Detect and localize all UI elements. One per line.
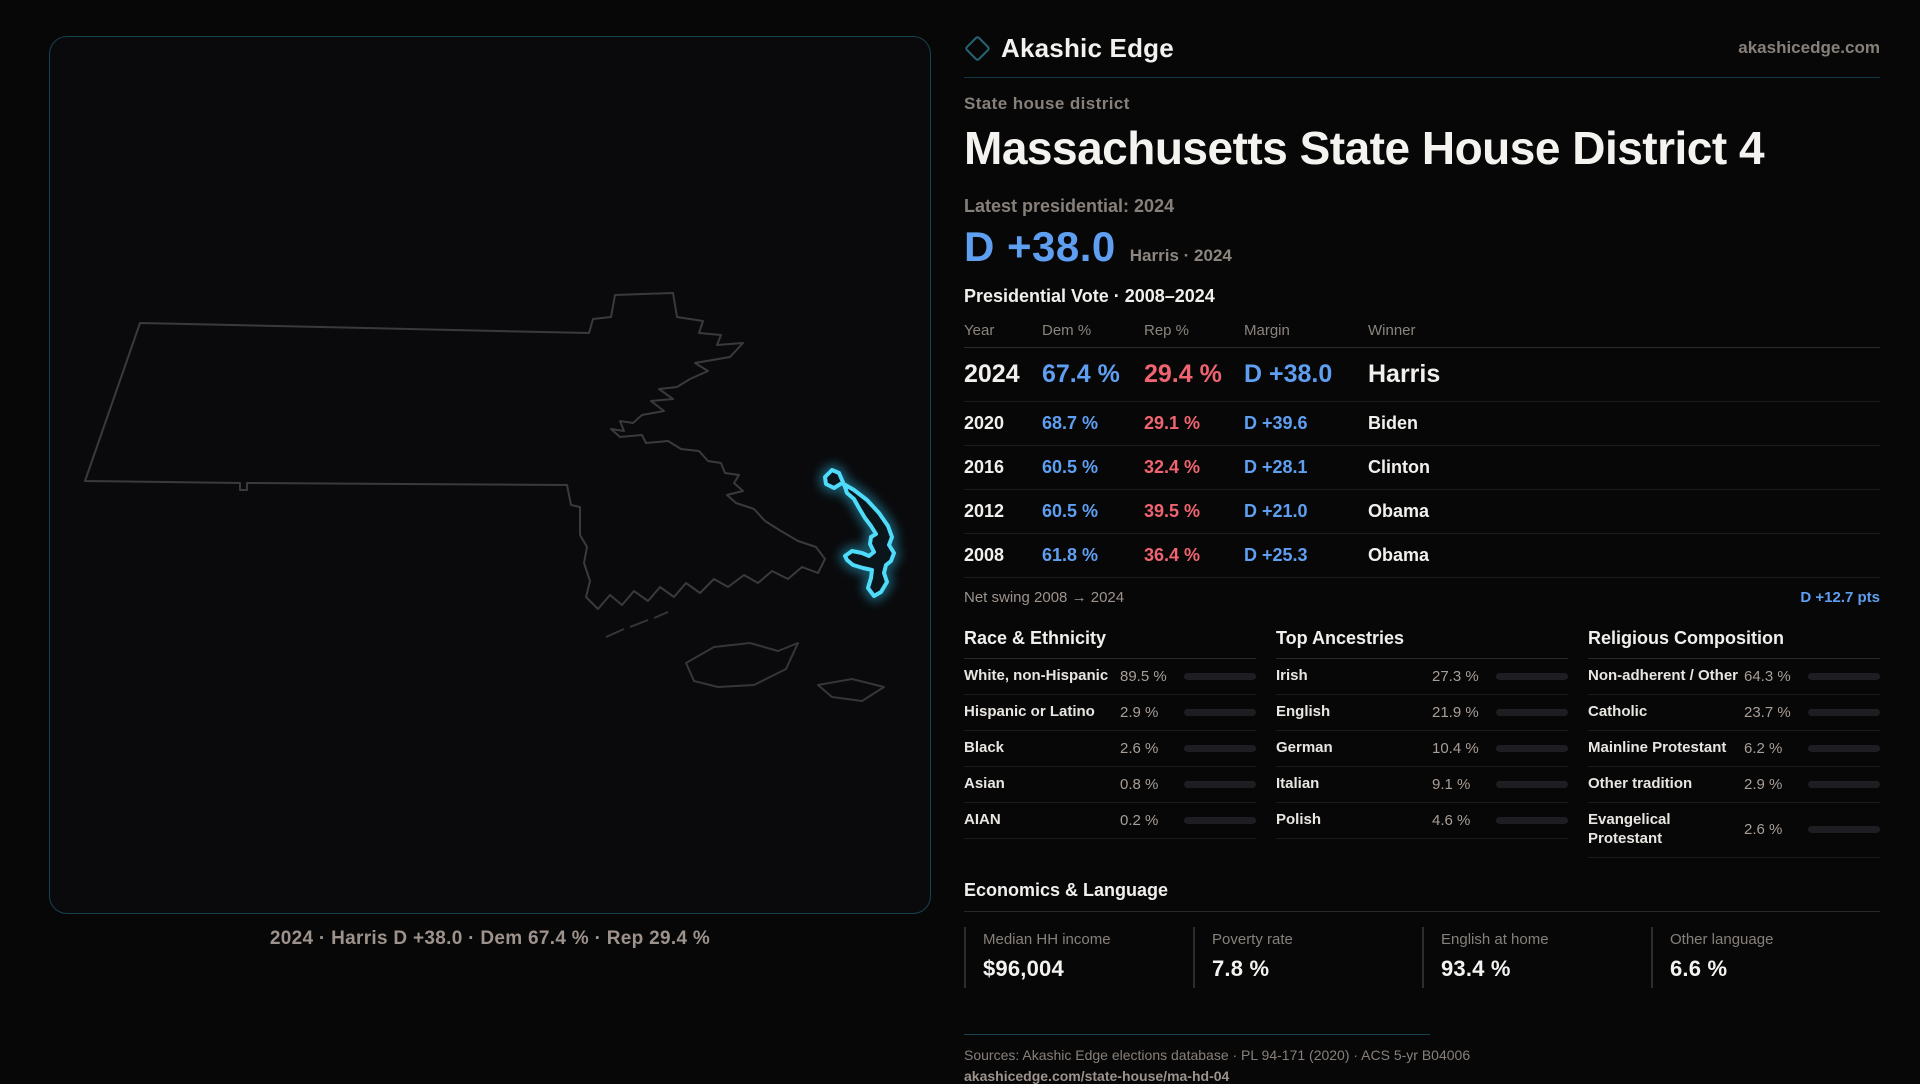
demo-bar-track bbox=[1496, 781, 1568, 788]
top-ancestries-column bbox=[1276, 620, 1568, 858]
demo-label: Black bbox=[964, 739, 1005, 757]
marthas-vineyard-outline bbox=[686, 643, 798, 687]
section-title: Top Ancestries bbox=[1276, 620, 1568, 659]
footer bbox=[964, 1034, 1880, 1084]
col-header-margin: Margin bbox=[1244, 322, 1290, 339]
demo-value: 2.6 % bbox=[1120, 740, 1159, 757]
demo-bar-track bbox=[1808, 826, 1880, 833]
stat-label: English at home bbox=[1441, 930, 1549, 948]
demo-value: 2.6 % bbox=[1744, 821, 1783, 839]
demo-value: 27.3 % bbox=[1432, 668, 1479, 685]
stat-value: 7.8 % bbox=[1212, 955, 1270, 981]
stat-value: 93.4 % bbox=[1441, 955, 1511, 981]
demo-value: 0.8 % bbox=[1120, 776, 1159, 793]
demo-bar-track bbox=[1496, 673, 1568, 680]
demo-row bbox=[1276, 695, 1568, 731]
demo-bar-track bbox=[1808, 673, 1880, 680]
margin-cell: D +39.6 bbox=[1244, 413, 1308, 433]
demo-label: English bbox=[1276, 703, 1331, 721]
year-cell: 2008 bbox=[964, 545, 1005, 565]
diamond-icon bbox=[964, 35, 991, 62]
demo-bar-track bbox=[1184, 781, 1256, 788]
demo-label: White, non-Hispanic bbox=[964, 667, 1109, 685]
year-cell: 2012 bbox=[964, 501, 1005, 521]
table-row bbox=[964, 534, 1880, 578]
demo-label: Mainline Protestant bbox=[1588, 739, 1727, 757]
demo-value: 23.7 % bbox=[1744, 704, 1791, 721]
winner-cell: Biden bbox=[1368, 413, 1419, 433]
table-row bbox=[964, 402, 1880, 446]
margin-cell: D +25.3 bbox=[1244, 545, 1308, 565]
demo-row bbox=[1588, 695, 1880, 731]
demo-row bbox=[1276, 731, 1568, 767]
detail-panel bbox=[964, 30, 1880, 1084]
stat-cell bbox=[1651, 927, 1880, 988]
brand-name: Akashic Edge bbox=[1001, 32, 1174, 63]
demo-bar-track bbox=[1808, 781, 1880, 788]
demo-label: AIAN bbox=[964, 811, 1001, 829]
rep-cell: 36.4 % bbox=[1144, 545, 1201, 565]
demo-bar-track bbox=[1184, 709, 1256, 716]
demo-bar-track bbox=[1184, 817, 1256, 824]
map-caption: 2024 · Harris D +38.0 · Dem 67.4 % · Rep 29.4 % bbox=[269, 928, 711, 949]
demo-label: Non-adherent / Other bbox=[1588, 667, 1739, 685]
demo-row bbox=[964, 803, 1256, 839]
demo-value: 89.5 % bbox=[1120, 668, 1167, 685]
rep-cell: 29.1 % bbox=[1144, 413, 1201, 433]
dem-cell: 60.5 % bbox=[1042, 457, 1099, 477]
winner-cell: Obama bbox=[1368, 545, 1430, 565]
demo-bar-track bbox=[1496, 745, 1568, 752]
demo-row bbox=[964, 659, 1256, 695]
demo-label: Evangelical Protestant bbox=[1588, 811, 1671, 847]
winner-cell: Harris bbox=[1368, 360, 1441, 388]
demo-bar-track bbox=[1496, 709, 1568, 716]
demo-label: Irish bbox=[1276, 667, 1308, 685]
dem-cell: 68.7 % bbox=[1042, 413, 1099, 433]
map-panel bbox=[49, 36, 931, 914]
demo-row bbox=[1588, 767, 1880, 803]
demographics-section bbox=[964, 620, 1880, 858]
demo-row bbox=[1276, 659, 1568, 695]
race-ethnicity-column bbox=[964, 620, 1256, 858]
massachusetts-outline bbox=[85, 293, 825, 609]
demo-row bbox=[1276, 767, 1568, 803]
kicker: State house district bbox=[964, 94, 1130, 113]
net-swing-label: Net swing 2008 → 2024 bbox=[964, 589, 1125, 606]
demo-bar-track bbox=[1808, 709, 1880, 716]
col-header-year: Year bbox=[964, 322, 995, 339]
massachusetts-map bbox=[50, 37, 931, 914]
year-cell: 2020 bbox=[964, 413, 1005, 433]
demo-value: 10.4 % bbox=[1432, 740, 1479, 757]
demo-label: Polish bbox=[1276, 811, 1322, 829]
winner-cell: Obama bbox=[1368, 501, 1430, 521]
demo-label: Italian bbox=[1276, 775, 1320, 793]
demo-label: Hispanic or Latino bbox=[964, 703, 1095, 721]
religion-column bbox=[1588, 620, 1880, 858]
demo-bar-track bbox=[1184, 673, 1256, 680]
margin-headline-row bbox=[964, 223, 1880, 271]
demo-row bbox=[964, 767, 1256, 803]
stat-cell bbox=[964, 927, 1193, 988]
demo-label: German bbox=[1276, 739, 1333, 757]
dem-cell: 61.8 % bbox=[1042, 545, 1099, 565]
demo-bar-track bbox=[1496, 817, 1568, 824]
latest-presidential-label: Latest presidential: 2024 bbox=[964, 196, 1175, 216]
rep-cell: 29.4 % bbox=[1144, 360, 1222, 388]
demo-label: Asian bbox=[964, 775, 1005, 793]
stat-cell bbox=[1193, 927, 1422, 988]
district-highlight bbox=[825, 470, 894, 596]
table-row bbox=[964, 446, 1880, 490]
demo-row bbox=[1588, 803, 1880, 858]
section-title: Religious Composition bbox=[1588, 620, 1880, 659]
demo-label: Catholic bbox=[1588, 703, 1648, 721]
section-title: Race & Ethnicity bbox=[964, 620, 1256, 659]
demo-value: 9.1 % bbox=[1432, 776, 1471, 793]
demo-value: 2.9 % bbox=[1744, 776, 1783, 793]
winner-cell: Clinton bbox=[1368, 457, 1430, 477]
margin-cell: D +38.0 bbox=[1244, 360, 1333, 388]
elizabeth-islands-outline bbox=[606, 612, 668, 637]
demo-row bbox=[964, 695, 1256, 731]
margin-headline: D +38.0 bbox=[964, 223, 1116, 270]
economics-title: Economics & Language bbox=[964, 880, 1880, 912]
stat-value: 6.6 % bbox=[1670, 955, 1728, 981]
demo-row bbox=[964, 731, 1256, 767]
demo-value: 2.9 % bbox=[1120, 704, 1159, 721]
year-cell: 2016 bbox=[964, 457, 1005, 477]
dem-cell: 67.4 % bbox=[1042, 360, 1120, 388]
stat-value: $96,004 bbox=[983, 955, 1064, 981]
demo-row bbox=[1588, 731, 1880, 767]
brand-row bbox=[964, 30, 1880, 66]
footer-divider bbox=[964, 1034, 1430, 1035]
col-header-dem: Dem % bbox=[1042, 322, 1092, 339]
stat-label: Other language bbox=[1670, 930, 1774, 948]
col-header-rep: Rep % bbox=[1144, 322, 1190, 339]
margin-cell: D +21.0 bbox=[1244, 501, 1308, 521]
pv-table bbox=[964, 313, 1880, 606]
demo-value: 0.2 % bbox=[1120, 812, 1159, 829]
margin-cell: D +28.1 bbox=[1244, 457, 1308, 477]
pv-table-title: Presidential Vote · 2008–2024 bbox=[964, 286, 1215, 306]
stat-label: Median HH income bbox=[983, 930, 1111, 948]
header-divider bbox=[964, 77, 1880, 78]
demo-row bbox=[1276, 803, 1568, 839]
demo-bar-track bbox=[1808, 745, 1880, 752]
demo-row bbox=[1588, 659, 1880, 695]
margin-context: Harris · 2024 bbox=[1129, 246, 1232, 265]
economics-stats bbox=[964, 927, 1880, 988]
sources-text: Sources: Akashic Edge elections database · PL 94-171 (2020) · ACS 5-yr B04006 bbox=[964, 1046, 1471, 1063]
page-title: Massachusetts State House District 4 bbox=[964, 122, 1765, 174]
dem-cell: 60.5 % bbox=[1042, 501, 1099, 521]
rep-cell: 39.5 % bbox=[1144, 501, 1201, 521]
col-header-winner: Winner bbox=[1368, 322, 1416, 339]
net-swing-row bbox=[964, 578, 1880, 606]
brand-domain-link[interactable]: akashicedge.com bbox=[1738, 38, 1880, 57]
demo-value: 21.9 % bbox=[1432, 704, 1479, 721]
demo-bar-track bbox=[1184, 745, 1256, 752]
permalink-link[interactable]: akashicedge.com/state-house/ma-hd-04 bbox=[964, 1067, 1230, 1084]
net-swing-value: D +12.7 pts bbox=[1800, 589, 1880, 606]
demo-value: 4.6 % bbox=[1432, 812, 1471, 829]
rep-cell: 32.4 % bbox=[1144, 457, 1201, 477]
table-row bbox=[964, 490, 1880, 534]
table-row bbox=[964, 348, 1880, 402]
demo-value: 6.2 % bbox=[1744, 740, 1783, 757]
year-cell: 2024 bbox=[964, 360, 1020, 388]
nantucket-outline bbox=[818, 679, 884, 701]
demo-value: 64.3 % bbox=[1744, 668, 1791, 685]
stat-cell bbox=[1422, 927, 1651, 988]
demo-label: Other tradition bbox=[1588, 775, 1693, 793]
stat-label: Poverty rate bbox=[1212, 930, 1293, 948]
pv-table-header bbox=[964, 313, 1880, 348]
